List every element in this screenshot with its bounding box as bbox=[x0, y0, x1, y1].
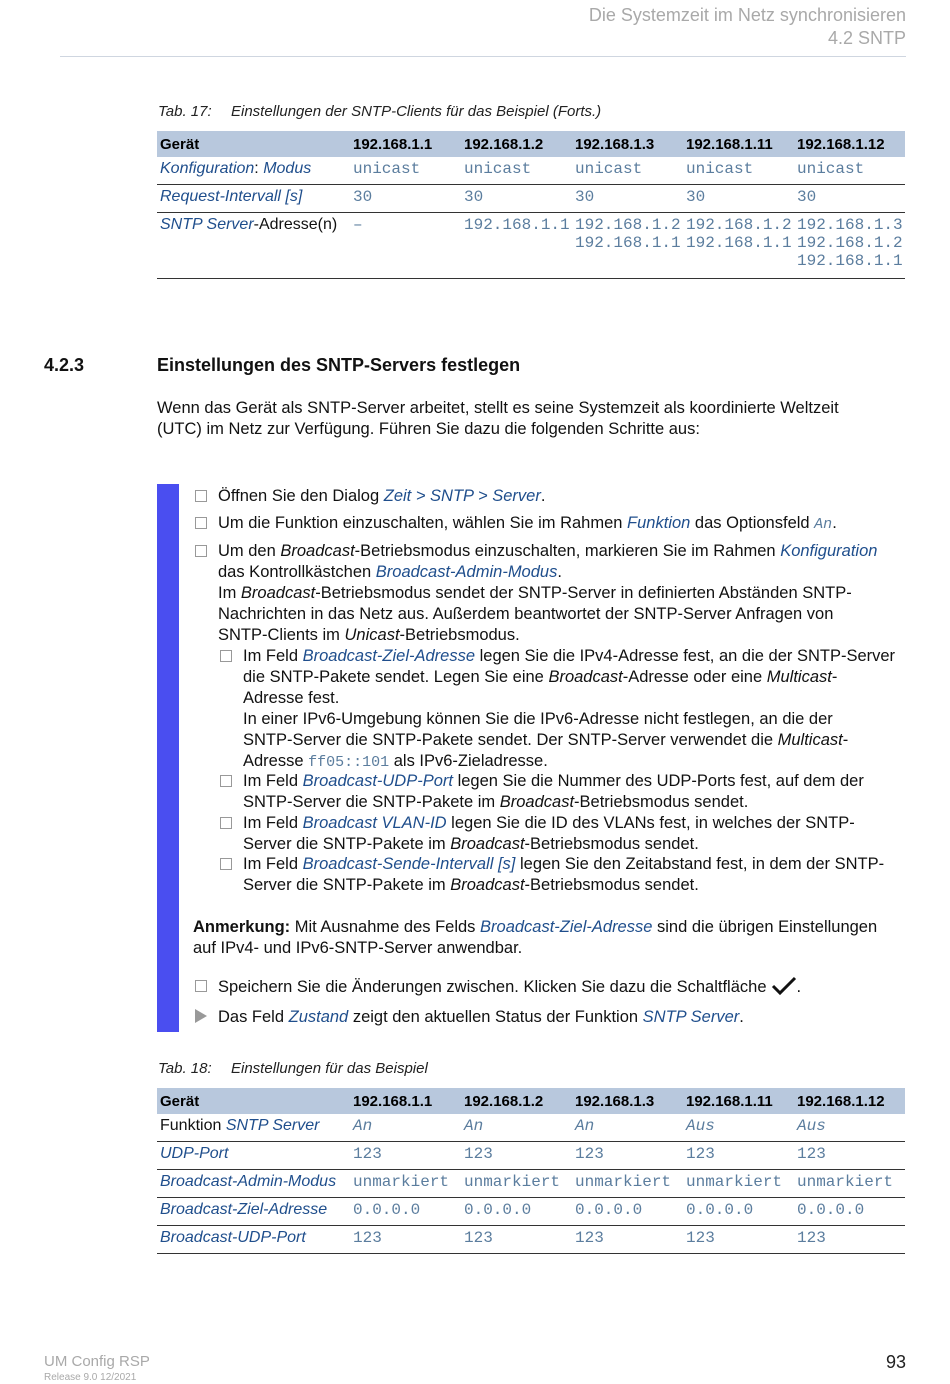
table-cell: 30 bbox=[794, 185, 905, 213]
address-line: 192.168.1.2 bbox=[686, 216, 792, 234]
table-cell: 123 bbox=[683, 1226, 794, 1254]
table17-col-header: 192.168.1.3 bbox=[572, 131, 683, 157]
step-text: SNTP-Server die SNTP-Pakete im bbox=[243, 793, 500, 811]
table18-col-header: 192.168.1.12 bbox=[794, 1088, 905, 1114]
table-cell: 123 bbox=[794, 1142, 905, 1170]
intro-paragraph bbox=[157, 398, 897, 440]
checkbox-icon bbox=[195, 980, 207, 992]
table-row bbox=[157, 1114, 905, 1142]
option-value: An bbox=[814, 516, 833, 533]
step-enable-function bbox=[218, 513, 837, 535]
step-text: sind die übrigen Einstellungen bbox=[652, 918, 878, 936]
table18-col-header: Gerät bbox=[157, 1088, 350, 1114]
table-row bbox=[157, 1226, 905, 1254]
table18-caption bbox=[158, 1060, 428, 1077]
checkbox-icon bbox=[195, 490, 207, 502]
table-cell: unmarkiert bbox=[461, 1170, 572, 1198]
table-cell: 0.0.0.0 bbox=[683, 1198, 794, 1226]
step-line bbox=[243, 834, 908, 855]
section-number: 4.2.3 bbox=[44, 355, 85, 375]
step-text: als IPv6-Zieladresse. bbox=[389, 752, 548, 770]
note-label: Anmerkung: bbox=[193, 918, 291, 936]
table17-col-header: Gerät bbox=[157, 131, 350, 157]
step-line bbox=[243, 667, 908, 688]
field-name: Broadcast VLAN-ID bbox=[302, 814, 447, 832]
step-text: legen Sie die IPv4-Adresse fest, an die der SNTP-Server bbox=[475, 647, 896, 665]
note-line: auf IPv4- und IPv6-SNTP-Server anwendbar. bbox=[193, 939, 523, 957]
step-text: Mit Ausnahme des Felds bbox=[290, 918, 481, 936]
step-text: - bbox=[831, 668, 838, 686]
table17-col-header: 192.168.1.2 bbox=[461, 131, 572, 157]
step-text: das Optionsfeld bbox=[690, 514, 815, 532]
step-text: Öffnen Sie den Dialog bbox=[218, 487, 384, 505]
table18 bbox=[157, 1088, 905, 1254]
step-text: Broadcast bbox=[450, 876, 525, 894]
table-cell: 30 bbox=[461, 185, 572, 213]
row-label: Request-Intervall [s] bbox=[157, 185, 350, 213]
result-arrow-icon bbox=[195, 1009, 207, 1023]
table-cell: Aus bbox=[794, 1114, 905, 1142]
table-cell: 123 bbox=[572, 1226, 683, 1254]
step-text: -Betriebsmodus sendet. bbox=[524, 835, 699, 853]
step-text: . bbox=[557, 563, 562, 581]
step-text: Um die Funktion einzuschalten, wählen Sie im Rahmen bbox=[218, 514, 628, 532]
address-line: 192.168.1.1 bbox=[575, 234, 681, 252]
table-row bbox=[157, 185, 905, 213]
address-line: 192.168.1.1 bbox=[797, 252, 903, 270]
frame-name: Konfiguration bbox=[780, 542, 878, 560]
step-text: Adresse bbox=[243, 752, 309, 770]
table-cell: Aus bbox=[683, 1114, 794, 1142]
row-label: Broadcast-Admin-Modus bbox=[157, 1170, 350, 1198]
row-label-part: Konfiguration bbox=[160, 160, 255, 177]
instruction-sidebar bbox=[157, 484, 179, 1032]
step-text: . bbox=[796, 978, 802, 996]
table-cell: unmarkiert bbox=[350, 1170, 461, 1198]
step-text: die SNTP-Pakete sendet. Legen Sie eine bbox=[243, 668, 549, 686]
checkbox-icon bbox=[220, 775, 232, 787]
step-text: Server die SNTP-Pakete im bbox=[243, 876, 451, 894]
table-row bbox=[157, 1198, 905, 1226]
step-text: -Adresse oder eine bbox=[622, 668, 767, 686]
table-row bbox=[157, 1142, 905, 1170]
table17-header-row bbox=[157, 131, 905, 157]
table-cell: unicast bbox=[683, 157, 794, 185]
step-line bbox=[243, 730, 908, 751]
step-text: Im bbox=[218, 584, 241, 602]
step-text: legen Sie die Nummer des UDP-Ports fest, auf dem der bbox=[453, 772, 864, 790]
table-cell: 123 bbox=[572, 1142, 683, 1170]
table-cell: 123 bbox=[350, 1142, 461, 1170]
address-line: 192.168.1.3 bbox=[797, 216, 903, 234]
table18-caption-number: Tab. 18: bbox=[158, 1060, 212, 1077]
step-text: Im Feld bbox=[243, 814, 303, 832]
table-cell: An bbox=[461, 1114, 572, 1142]
row-label-part: SNTP Server bbox=[225, 1117, 320, 1134]
checkbox-icon bbox=[195, 517, 207, 529]
table-cell bbox=[683, 213, 794, 279]
step-text: - bbox=[842, 731, 849, 749]
step-line bbox=[243, 646, 908, 667]
table-cell: 0.0.0.0 bbox=[461, 1198, 572, 1226]
table-cell bbox=[794, 213, 905, 279]
step-text: -Betriebsmodus sendet. bbox=[574, 793, 749, 811]
table-cell: 30 bbox=[572, 185, 683, 213]
table-cell bbox=[461, 213, 572, 279]
table-cell: 123 bbox=[794, 1226, 905, 1254]
table-cell bbox=[572, 213, 683, 279]
step-text: . bbox=[739, 1008, 744, 1026]
section-title: 4.2 SNTP bbox=[827, 28, 906, 48]
step-text: Broadcast bbox=[450, 835, 525, 853]
table-cell: 0.0.0.0 bbox=[794, 1198, 905, 1226]
step-text: legen Sie den Zeitabstand fest, in dem der SNTP- bbox=[515, 855, 885, 873]
step-text: Im Feld bbox=[243, 855, 303, 873]
table18-header-row bbox=[157, 1088, 905, 1114]
row-label: UDP-Port bbox=[157, 1142, 350, 1170]
substep-udp-port bbox=[243, 771, 908, 813]
step-text: Broadcast bbox=[548, 668, 623, 686]
row-label bbox=[157, 213, 350, 279]
step-text: zeigt den aktuellen Status der Funktion bbox=[348, 1008, 643, 1026]
table-cell: 123 bbox=[683, 1142, 794, 1170]
step-text: . bbox=[832, 514, 837, 532]
table18-col-header: 192.168.1.2 bbox=[461, 1088, 572, 1114]
step-text: Im Feld bbox=[243, 647, 303, 665]
menu-path-link: Zeit > SNTP > Server bbox=[383, 487, 541, 505]
table-row bbox=[157, 1170, 905, 1198]
step-text: Broadcast bbox=[280, 542, 355, 560]
checkbox-icon bbox=[220, 817, 232, 829]
step-text: Multicast bbox=[766, 668, 832, 686]
checkbox-icon bbox=[195, 545, 207, 557]
footer-release: Release 9.0 12/2021 bbox=[44, 1372, 137, 1383]
step-line bbox=[218, 583, 908, 604]
table18-col-header: 192.168.1.1 bbox=[350, 1088, 461, 1114]
step-text: Server die SNTP-Pakete im bbox=[243, 835, 451, 853]
table17-col-header: 192.168.1.1 bbox=[350, 131, 461, 157]
step-text: legen Sie die ID des VLANs fest, in welches der SNTP- bbox=[446, 814, 855, 832]
step-line: In einer IPv6-Umgebung können Sie die IPv6-Adresse nicht festlegen, an die der bbox=[243, 710, 833, 728]
header-divider bbox=[60, 56, 906, 57]
step-line bbox=[218, 541, 908, 562]
table17-caption-number: Tab. 17: bbox=[158, 103, 212, 120]
step-text: Um den bbox=[218, 542, 281, 560]
row-label-part: -Adresse(n) bbox=[253, 216, 338, 233]
step-text: Im Feld bbox=[243, 772, 303, 790]
table-cell: 123 bbox=[461, 1142, 572, 1170]
field-name: Broadcast-Sende-Intervall [s] bbox=[302, 855, 516, 873]
step-line: Nachrichten in das Netz aus. Außerdem beantwortet der SNTP-Server Anfragen von bbox=[218, 605, 834, 623]
field-name: Broadcast-Ziel-Adresse bbox=[480, 918, 653, 936]
table-cell: unmarkiert bbox=[794, 1170, 905, 1198]
table-cell: 123 bbox=[350, 1226, 461, 1254]
step-text: Broadcast bbox=[499, 793, 575, 811]
step-text: -Betriebsmodus einzuschalten, markieren Sie im Rahmen bbox=[354, 542, 781, 560]
step-text: -Betriebsmodus sendet. bbox=[524, 876, 699, 894]
step-text: -Betriebsmodus sendet der SNTP-Server in definierten Abständen SNTP- bbox=[315, 584, 852, 602]
checkbox-icon bbox=[220, 650, 232, 662]
step-line bbox=[243, 771, 908, 792]
checkbox-icon bbox=[220, 858, 232, 870]
table-cell: unicast bbox=[461, 157, 572, 185]
step-line bbox=[218, 625, 908, 646]
table18-caption-text: Einstellungen für das Beispiel bbox=[231, 1060, 428, 1077]
step-text: Das Feld bbox=[218, 1008, 289, 1026]
step-line: Adresse fest. bbox=[243, 689, 340, 707]
table-cell: 30 bbox=[350, 185, 461, 213]
table-cell: 30 bbox=[683, 185, 794, 213]
note bbox=[193, 917, 908, 959]
step-text: -Betriebsmodus. bbox=[399, 626, 520, 644]
page-number: 93 bbox=[885, 1352, 906, 1372]
intro-line: Wenn das Gerät als SNTP-Server arbeitet, stellt es seine Systemzeit als koordinierte Weltzeit bbox=[157, 399, 839, 417]
step-text: das Kontrollkästchen bbox=[218, 563, 376, 581]
step-line bbox=[243, 875, 908, 896]
table-cell: 0.0.0.0 bbox=[572, 1198, 683, 1226]
address-line: 192.168.1.1 bbox=[686, 234, 792, 252]
step-text: Multicast bbox=[777, 731, 843, 749]
row-label: Broadcast-Ziel-Adresse bbox=[157, 1198, 350, 1226]
step-text: Speichern Sie die Änderungen zwischen. Klicken Sie dazu die Schaltfläche bbox=[218, 978, 767, 996]
step-text: Broadcast bbox=[240, 584, 316, 602]
table-cell: unicast bbox=[794, 157, 905, 185]
table-row bbox=[157, 157, 905, 185]
table-cell: An bbox=[572, 1114, 683, 1142]
table-cell: 0.0.0.0 bbox=[350, 1198, 461, 1226]
field-name: Broadcast-Ziel-Adresse bbox=[302, 647, 476, 665]
step-broadcast-mode bbox=[218, 541, 908, 646]
table17-caption bbox=[158, 103, 601, 120]
checkmark-icon bbox=[771, 976, 797, 1002]
table-cell: 123 bbox=[461, 1226, 572, 1254]
table17 bbox=[157, 131, 905, 279]
chapter-title: Die Systemzeit im Netz synchronisieren bbox=[588, 5, 906, 25]
row-label: Broadcast-UDP-Port bbox=[157, 1226, 350, 1254]
step-text: Unicast bbox=[344, 626, 400, 644]
step-text: SNTP-Clients im bbox=[218, 626, 345, 644]
table-cell: unmarkiert bbox=[572, 1170, 683, 1198]
table-cell: unmarkiert bbox=[683, 1170, 794, 1198]
table17-caption-text: Einstellungen der SNTP-Clients für das Beispiel (Forts.) bbox=[231, 103, 602, 120]
substep-send-interval bbox=[243, 854, 908, 896]
substep-broadcast-target bbox=[243, 646, 908, 773]
address-line: 192.168.1.2 bbox=[575, 216, 681, 234]
table-cell: unicast bbox=[350, 157, 461, 185]
substep-vlan-id bbox=[243, 813, 908, 855]
result-text bbox=[218, 1007, 744, 1028]
step-text: . bbox=[540, 487, 546, 505]
field-name: Zustand bbox=[288, 1008, 349, 1026]
table18-col-header: 192.168.1.3 bbox=[572, 1088, 683, 1114]
field-name: Broadcast-UDP-Port bbox=[302, 772, 453, 790]
row-label bbox=[157, 1114, 350, 1142]
address-line: 192.168.1.1 bbox=[464, 216, 570, 234]
step-line bbox=[243, 813, 908, 834]
row-label bbox=[157, 157, 350, 185]
field-name: Broadcast-Admin-Modus bbox=[375, 563, 558, 581]
step-text: SNTP-Server die SNTP-Pakete sendet. Der SNTP-Server verwendet die bbox=[243, 731, 778, 749]
table-cell: An bbox=[350, 1114, 461, 1142]
footer-doc-name: UM Config RSP bbox=[44, 1353, 150, 1370]
step-line bbox=[243, 792, 908, 813]
function-name: SNTP Server bbox=[642, 1008, 740, 1026]
step-line bbox=[243, 751, 908, 773]
step-save bbox=[218, 976, 801, 1002]
step-open-dialog bbox=[218, 486, 545, 507]
row-label-part: Funktion bbox=[160, 1117, 226, 1134]
row-label-part: SNTP Server bbox=[160, 216, 254, 233]
frame-name: Funktion bbox=[627, 514, 691, 532]
step-line bbox=[243, 854, 908, 875]
table17-col-header: 192.168.1.11 bbox=[683, 131, 794, 157]
table-row bbox=[157, 213, 905, 279]
address-line: – bbox=[353, 216, 363, 234]
ipv6-address: ff05::101 bbox=[308, 754, 390, 771]
note-line bbox=[193, 917, 908, 938]
row-label-part: Modus bbox=[263, 160, 312, 177]
intro-line: (UTC) im Netz zur Verfügung. Führen Sie dazu die folgenden Schritte aus: bbox=[157, 420, 700, 438]
table18-col-header: 192.168.1.11 bbox=[683, 1088, 794, 1114]
row-label-part: : bbox=[254, 160, 264, 177]
step-line bbox=[218, 562, 908, 583]
table-cell bbox=[350, 213, 461, 279]
table-cell: unicast bbox=[572, 157, 683, 185]
address-line: 192.168.1.2 bbox=[797, 234, 903, 252]
table17-col-header: 192.168.1.12 bbox=[794, 131, 905, 157]
section-heading: Einstellungen des SNTP-Servers festlegen bbox=[157, 355, 521, 375]
